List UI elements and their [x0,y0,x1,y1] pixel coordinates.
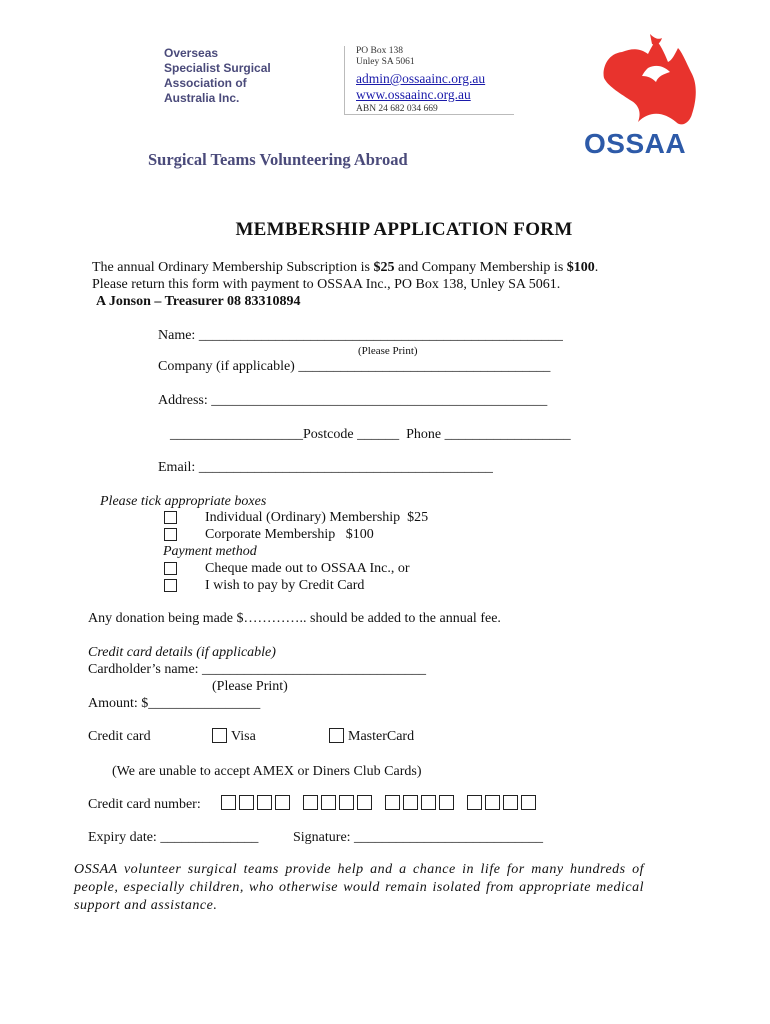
cc-digit-box[interactable] [339,795,354,810]
postcode-field[interactable]: ______ [353,427,403,442]
header-divider [344,46,345,114]
cc-digit-box[interactable] [239,795,254,810]
cc-digit-box[interactable] [303,795,318,810]
credit-card-checkbox[interactable] [164,579,177,592]
phone-field[interactable]: __________________ [444,427,571,442]
cc-digit-box[interactable] [385,795,400,810]
cc-digit-box[interactable] [275,795,290,810]
cc-digit-box[interactable] [357,795,372,810]
cc-number-boxes[interactable] [221,795,549,815]
mastercard-label: MasterCard [348,729,415,744]
signature-field[interactable]: Signature: ___________________________ [293,830,544,845]
org-line-3: Association of [164,76,247,90]
cardholder-field[interactable]: Cardholder’s name: ________________________________ [88,662,427,677]
ossaa-logo [578,30,708,160]
abn: ABN 24 682 034 669 [356,104,438,114]
cc-digit-box[interactable] [439,795,454,810]
expiry-field[interactable]: Expiry date: ______________ [88,830,259,845]
organisation-name [164,46,271,106]
website-link[interactable]: www.ossaainc.org.au [356,87,471,102]
tick-heading: Please tick appropriate boxes [100,494,267,509]
please-print-note-2: (Please Print) [212,679,288,694]
po-box: PO Box 138 [356,46,403,56]
cc-digit-box[interactable] [321,795,336,810]
contact-block [356,46,485,115]
suburb: Unley SA 5061 [356,57,415,67]
cc-digit-box[interactable] [485,795,500,810]
cc-digit-group[interactable] [303,795,375,815]
donation-line: Any donation being made $………….. should be added to the annual fee. [88,611,501,626]
postcode-label: Postcode [303,427,354,442]
cc-digit-group[interactable] [221,795,293,815]
address-line-2[interactable]: ___________________Postcode ______ Phone __________________ [170,427,571,442]
cc-digit-box[interactable] [421,795,436,810]
treasurer-contact: A Jonson – Treasurer 08 83310894 [96,294,301,309]
form-title: MEMBERSHIP APPLICATION FORM [235,219,573,240]
tagline: Surgical Teams Volunteering Abroad [148,150,408,169]
phone-label: Phone [402,427,445,442]
visa-label: Visa [231,729,256,744]
please-print-note: (Please Print) [358,345,418,357]
footer-statement: OSSAA volunteer surgical teams provide help and a chance in life for many hundreds of people, especially children, who otherwise would remain isolated from appropriate medical support and assistance. [74,862,644,913]
cc-digit-box[interactable] [503,795,518,810]
org-line-1: Overseas [164,46,219,60]
australia-dove-icon [578,30,708,130]
company-field[interactable]: Company (if applicable) ____________________________________ [158,359,551,374]
logo-text: OSSAA [584,128,687,159]
cc-digit-box[interactable] [221,795,236,810]
cc-digit-box[interactable] [403,795,418,810]
cc-digit-group[interactable] [467,795,539,815]
individual-membership-checkbox[interactable] [164,511,177,524]
cc-number-label: Credit card number: [88,797,201,812]
intro-line-2: Please return this form with payment to OSSAA Inc., PO Box 138, Unley SA 5061. [92,277,561,292]
cheque-checkbox[interactable] [164,562,177,575]
email-link[interactable]: admin@ossaainc.org.au [356,71,486,86]
org-line-4: Australia Inc. [164,91,240,105]
cc-digit-box[interactable] [257,795,272,810]
email-field[interactable]: Email: __________________________________________ [158,460,493,475]
amex-note: (We are unable to accept AMEX or Diners Club Cards) [112,764,422,779]
name-field[interactable]: Name: ____________________________________________________ [158,328,563,343]
corporate-membership-label: Corporate Membership $100 [205,527,374,542]
cheque-label: Cheque made out to OSSAA Inc., or [205,561,410,576]
cc-digit-box[interactable] [467,795,482,810]
visa-checkbox[interactable] [212,728,227,743]
mastercard-checkbox[interactable] [329,728,344,743]
cc-digit-box[interactable] [521,795,536,810]
credit-card-type-label: Credit card [88,729,151,744]
credit-card-label: I wish to pay by Credit Card [205,578,365,593]
org-line-2: Specialist Surgical [164,61,271,75]
individual-membership-label: Individual (Ordinary) Membership $25 [205,510,429,525]
address-field[interactable]: Address: ________________________________________________ [158,393,548,408]
cc-heading: Credit card details (if applicable) [88,645,276,660]
payment-heading: Payment method [163,544,257,559]
corporate-membership-checkbox[interactable] [164,528,177,541]
intro-line-1: The annual Ordinary Membership Subscription is $25 and Company Membership is $100. [92,260,599,275]
amount-field[interactable]: Amount: $________________ [88,696,261,711]
cc-digit-group[interactable] [385,795,457,815]
